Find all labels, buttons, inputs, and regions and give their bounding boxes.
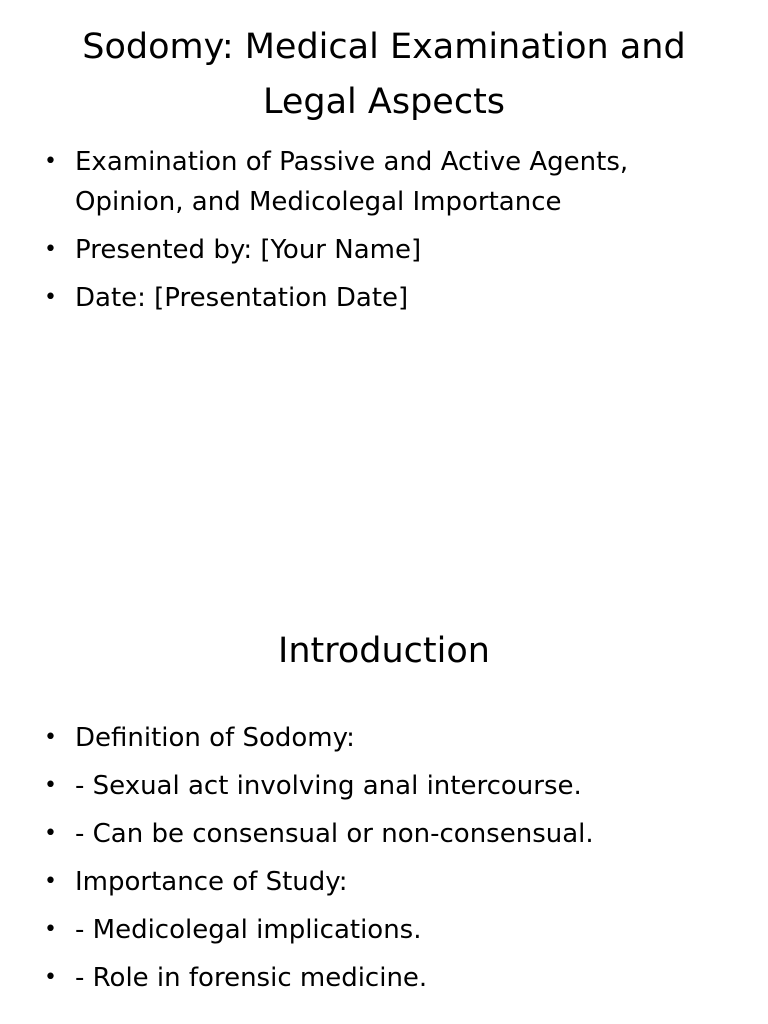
bullet-text: - Sexual act involving anal intercourse. — [75, 771, 582, 801]
bullet-text: - Role in forensic medicine. — [75, 963, 428, 993]
bullet-icon: • — [44, 237, 57, 262]
bullet-item — [40, 718, 700, 758]
bullet-item — [40, 862, 700, 902]
slide-introduction — [0, 512, 768, 1024]
bullet-text: Date: [Presentation Date] — [75, 283, 409, 313]
bullet-icon: • — [44, 725, 57, 750]
bullet-text: Definition of Sodomy: — [75, 723, 355, 753]
slide-title-heading: Sodomy: Medical Examination and Legal Aspects — [82, 27, 686, 122]
bullet-text: - Can be consensual or non-consensual. — [75, 819, 594, 849]
bullet-text: Importance of Study: — [75, 867, 348, 897]
slide-introduction-bullet-list — [40, 718, 700, 1006]
bullet-item — [40, 230, 700, 270]
bullet-icon: • — [44, 149, 57, 174]
bullet-icon: • — [44, 821, 57, 846]
bullet-item — [40, 278, 700, 318]
bullet-item — [40, 766, 700, 806]
bullet-icon: • — [44, 773, 57, 798]
bullet-item — [40, 958, 700, 998]
slide-title-bullet-list — [40, 142, 700, 326]
bullet-item — [40, 910, 700, 950]
bullet-icon: • — [44, 869, 57, 894]
bullet-icon: • — [44, 917, 57, 942]
slide-introduction-heading: Introduction — [278, 631, 490, 671]
bullet-text: Presented by: [Your Name] — [75, 235, 422, 265]
bullet-text: - Medicolegal implications. — [75, 915, 422, 945]
bullet-icon: • — [44, 285, 57, 310]
bullet-icon: • — [44, 965, 57, 990]
bullet-item — [40, 814, 700, 854]
bullet-item — [40, 142, 700, 222]
bullet-text: Examination of Passive and Active Agents, Opinion, and Medicolegal Importance — [75, 147, 629, 217]
